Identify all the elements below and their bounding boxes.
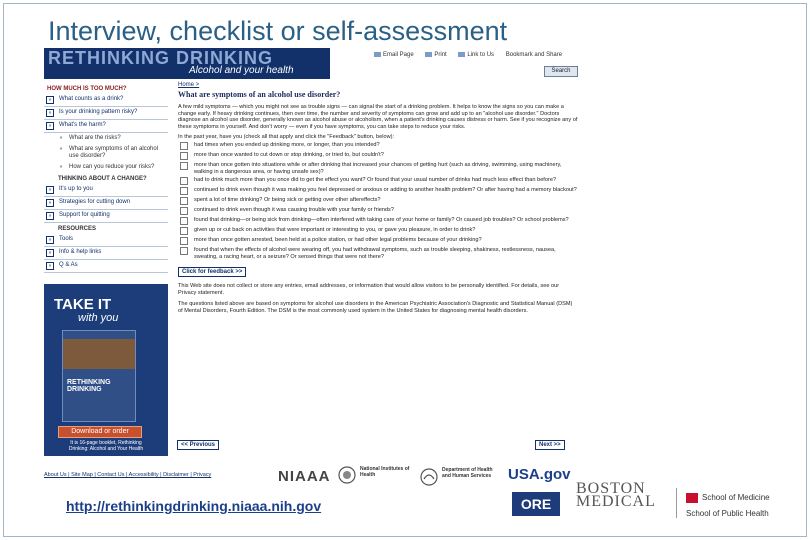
arrow-box-icon: » (46, 212, 54, 220)
footer-links[interactable]: About Us | Site Map | Contact Us | Accessibility | Disclaimer | Privacy (44, 472, 212, 478)
sidebar-item-label: Q & As (59, 262, 78, 268)
arrow-box-icon: » (46, 96, 54, 104)
nav-section-heading: HOW MUCH IS TOO MUCH? (47, 86, 127, 92)
promo-subtitle: with you (78, 312, 119, 324)
symptom-question: found that drinking—or being sick from drinking—often interfered with taking care of your home or family? Or caused job troubles? Or school problems? (194, 217, 569, 224)
nih-label: National Institutes of Health (360, 466, 410, 478)
download-order-button[interactable]: Download or order (58, 426, 142, 438)
nih-seal-icon (338, 466, 356, 486)
boston-medical-logo: BOSTON MEDICAL (576, 480, 656, 510)
arrow-box-icon: » (46, 186, 54, 194)
hhs-seal-icon (420, 468, 438, 488)
checklist-item (178, 177, 578, 185)
checklist-item (178, 207, 578, 215)
bullet-icon: » (59, 164, 63, 170)
checklist-item (178, 217, 578, 225)
sidebar-item[interactable] (44, 197, 168, 210)
page-tools (374, 52, 572, 58)
booklet-promo[interactable] (44, 284, 168, 456)
slide-title: Interview, checklist or self-assessment (48, 16, 508, 46)
checklist-item (178, 152, 578, 160)
arrow-box-icon: » (46, 249, 54, 257)
booklet-photo (63, 339, 135, 369)
dsm-source-note: The questions listed above are based on symptoms for alcohol use disorders in the American Psychiatric Association's Diagnostic and Statistical Manual (DSM) of Mental Disorders, Fourth Edition. The DSM is the most commonly used system in the United States for diagnosing mental health disorders. (178, 301, 573, 314)
symptom-checkbox[interactable] (180, 207, 188, 215)
usa-gov-logo[interactable]: USA.gov (508, 466, 571, 483)
arrow-box-icon: » (46, 262, 54, 270)
feedback-button[interactable]: Click for feedback >> (178, 267, 246, 277)
symptom-checkbox[interactable] (180, 217, 188, 225)
site-wordmark: RETHINKING DRINKING (48, 48, 273, 68)
sidebar-item[interactable] (44, 120, 168, 133)
intro-paragraph: A few mild symptoms — which you might not see as trouble signs — can signal the start of a drinking problem. It helps to know the signs so you can make a change early. If heavy drinking continues, then over time, the number and severity of symptoms can grow and add up to an "alcohol use disorder." Doctors diagnose an alcohol use disorder, generally known as alcohol abuse or alcoholism, when a patient's drinking causes distress or harm. See if you recognize any of these symptoms in yourself. And don't worry — even if you have symptoms, you can take steps to reduce your risks. (178, 104, 578, 130)
symptom-question: more than once gotten into situations while or after drinking that increased your chances of getting hurt (such as driving, swimming, using machinery, walking in a dangerous area, or having unsafe sex)? (194, 162, 562, 175)
promo-caption: It is 16-page booklet, Rethinking Drinking: Alcohol and Your Health (68, 440, 144, 452)
symptom-checkbox[interactable] (180, 237, 188, 245)
website-screenshot (44, 48, 584, 488)
symptom-question: had times when you ended up drinking more, or longer, than you intended? (194, 142, 380, 149)
school-of-medicine-label: School of Medicine (702, 493, 770, 502)
sidebar-item-label: Is your drinking pattern risky? (59, 109, 138, 115)
checklist-item (178, 197, 578, 205)
sidebar-item[interactable] (44, 133, 168, 144)
symptom-checkbox[interactable] (180, 177, 188, 185)
symptom-question: given up or cut back on activities that were important or interesting to you, or gave you pleasure, in order to drink? (194, 227, 476, 234)
bookmark-share-link[interactable]: Bookmark and Share (505, 52, 563, 59)
symptom-checkbox[interactable] (180, 187, 188, 195)
nav-section-heading: RESOURCES (58, 226, 97, 232)
source-url[interactable]: http://rethinkingdrinking.niaaa.nih.gov (66, 498, 322, 514)
privacy-note: This Web site does not collect or store any entries, email addresses, or information that would allow visitors to be personally identified. For details, see our Privacy statement. (178, 283, 560, 296)
sidebar-item[interactable] (44, 210, 168, 223)
symptom-checkbox[interactable] (180, 197, 188, 205)
symptom-question: more than once wanted to cut down or stop drinking, or tried to, but couldn't? (194, 152, 384, 159)
sidebar-item[interactable] (44, 184, 168, 197)
symptom-checklist (178, 142, 578, 260)
symptom-question: spent a lot of time drinking? Or being sick or getting over other aftereffects? (194, 197, 381, 204)
sidebar-item-label: What's the harm? (59, 122, 106, 128)
checklist-item (178, 142, 578, 150)
sidebar-item[interactable] (44, 144, 168, 162)
sidebar-item-label: What are the risks? (69, 135, 121, 141)
symptom-checkbox[interactable] (180, 142, 188, 150)
sidebar-item-label: Support for quitting (59, 212, 110, 218)
sidebar-item[interactable] (44, 260, 168, 273)
sidebar-item-label: Strategies for cutting down (59, 199, 131, 205)
email-page-link[interactable]: Email Page (374, 52, 414, 58)
page-title: What are symptoms of an alcohol use disorder? (178, 90, 341, 99)
symptom-checkbox[interactable] (180, 162, 188, 170)
sidebar-item-label: Info & help links (59, 249, 102, 255)
symptom-checkbox[interactable] (180, 227, 188, 235)
sidebar-item-label: How can you reduce your risks? (69, 164, 155, 170)
email-icon (374, 52, 381, 57)
checklist-instruction: In the past year, have you (check all that apply and click the "Feedback" button, below): (178, 134, 395, 141)
checklist-item (178, 227, 578, 235)
sidebar-item[interactable] (44, 94, 168, 107)
ore-logo: ORE (512, 492, 560, 516)
link-to-us-link[interactable]: Link to Us (458, 52, 494, 58)
search-button[interactable]: Search (544, 66, 578, 77)
promo-title: TAKE IT (54, 296, 112, 313)
niaaa-logo[interactable]: NIAAA (278, 468, 331, 485)
arrow-box-icon: » (46, 109, 54, 117)
sidebar-item[interactable] (44, 247, 168, 260)
school-of-public-health-label: School of Public Health (686, 509, 769, 518)
site-banner[interactable] (44, 48, 330, 79)
sidebar-item[interactable] (44, 162, 168, 173)
hhs-label: Department of Health and Human Services (442, 467, 493, 479)
bullet-icon: » (59, 135, 63, 141)
checklist-item (178, 162, 578, 175)
print-icon (425, 52, 432, 57)
symptom-question: found that when the effects of alcohol were wearing off, you had withdrawal symptoms, such as trouble sleeping, shakiness, restlessness, nausea, sweating, a racing heart, or a seizure? Or sensed things that were not there? (194, 247, 556, 260)
symptom-question: more than once gotten arrested, been held at a police station, or had other legal problems because of your drinking? (194, 237, 482, 244)
checklist-item (178, 247, 578, 260)
sidebar-item-label: It's up to you (59, 186, 93, 192)
symptom-question: continued to drink even though it was making you feel depressed or anxious or adding to another health problem? Or after having had a memory blackout? (194, 187, 577, 194)
link-icon (458, 52, 465, 57)
bullet-icon: » (59, 146, 63, 152)
nav-section-heading: THINKING ABOUT A CHANGE? (58, 176, 147, 182)
symptom-question: continued to drink even though it was causing trouble with your family or friends? (194, 207, 394, 214)
bu-logo-icon (686, 493, 698, 503)
sidebar-item-label: Tools (59, 236, 74, 242)
main-content (178, 82, 578, 314)
print-link[interactable]: Print (425, 52, 446, 58)
breadcrumb[interactable]: Home > (178, 82, 200, 88)
logo-divider (676, 488, 677, 518)
site-tagline: Alcohol and your health (189, 65, 294, 76)
sidebar-item[interactable] (44, 107, 168, 120)
booklet-cover-image (62, 330, 136, 422)
arrow-box-icon: » (46, 199, 54, 207)
sidebar-item[interactable] (44, 234, 168, 247)
checklist-item (178, 237, 578, 245)
arrow-box-icon: » (46, 122, 54, 130)
sidebar-item-label: What counts as a drink? (59, 96, 124, 102)
checklist-item (178, 187, 578, 195)
next-button[interactable]: Next >> (535, 440, 565, 450)
sidebar-item-label: What are symptoms of an alcohol use disorder? (69, 146, 159, 159)
symptom-checkbox[interactable] (180, 247, 188, 255)
booklet-title: RETHINKING DRINKING (67, 379, 111, 393)
previous-button[interactable]: << Previous (177, 440, 219, 450)
symptom-question: had to drink much more than you once did to get the effect you want? Or found that your usual number of drinks had much less effect than before? (194, 177, 557, 184)
arrow-box-icon: » (46, 236, 54, 244)
symptom-checkbox[interactable] (180, 152, 188, 160)
